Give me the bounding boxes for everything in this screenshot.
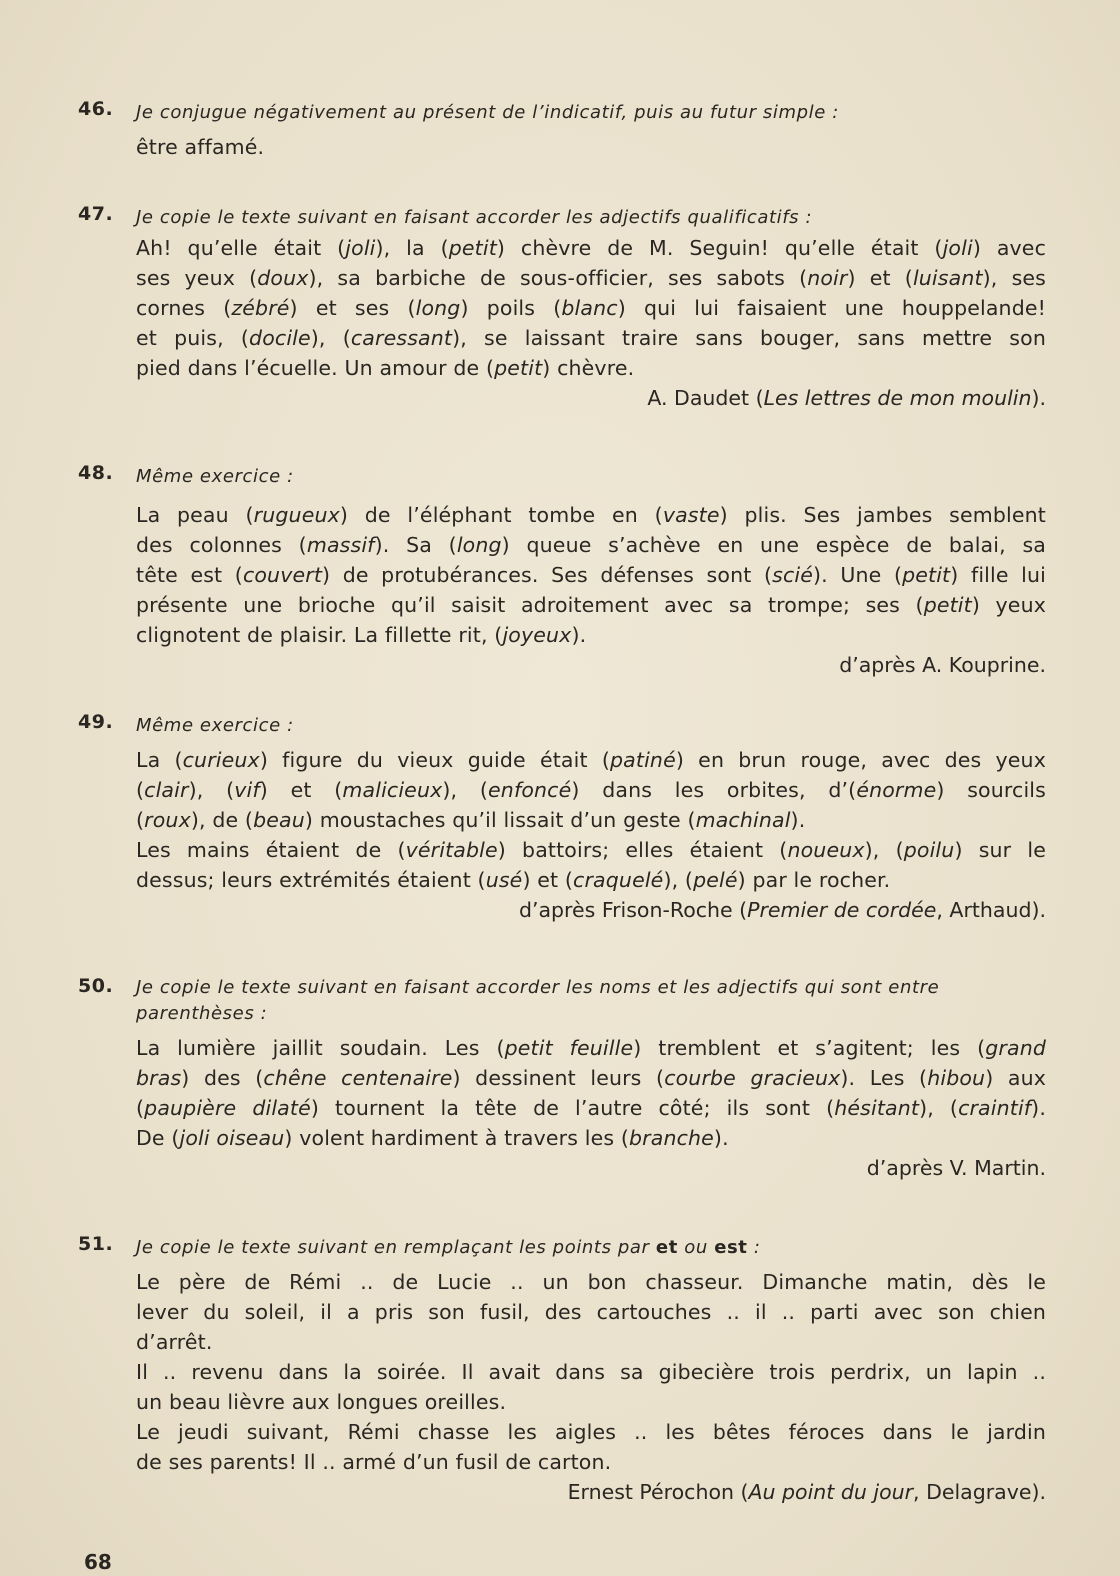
exercise-source: d’après V. Martin. [866,1156,1046,1180]
exercise-number: 47. [78,203,114,225]
exercise-number: 49. [78,711,114,733]
exercise-49 [78,711,1046,925]
exercise-instruction: Je copie le texte suivant en faisant accorder les noms et les adjectifs qui sont entre parenthèses : [136,977,940,1024]
exercise-instruction: Même exercice : [136,715,294,736]
page-number: 68 [84,1550,112,1574]
exercise-47 [78,203,1046,413]
exercise-instruction: Je conjugue négativement au présent de l’indicatif, puis au futur simple : [136,102,839,123]
exercise-source: Ernest Pérochon (Au point du jour, Delagrave). [567,1480,1046,1504]
exercise-text: être affamé. [136,135,265,159]
exercise-source: d’après Frison-Roche (Premier de cordée, Arthaud). [518,898,1046,922]
exercise-48 [78,462,1046,680]
exercise-instruction: Je copie le texte suivant en remplaçant les points par et ou est : [136,1237,761,1258]
exercise-text: La (curieux) figure du vieux guide était (patiné) en brun rouge, avec des yeux (clair), (vif) et (malicieux), (enfoncé) dans les orbites, d’(énorme) sourcils (roux), de (beau) moustaches qu’il lissait d’un geste (machinal). Les mains étaient de (véritable) battoirs; elles étaient (noueux), (poilu) sur le dessus; leurs extrémités étaient (usé) et (craquelé), (pelé) par le rocher. [136,748,1046,892]
exercise-46 [78,98,1046,162]
exercise-instruction: Je copie le texte suivant en faisant accorder les adjectifs qualificatifs : [136,207,813,228]
exercise-text: La lumière jaillit soudain. Les (petit feuille) tremblent et s’agitent; les (grand bras) des (chêne centenaire) dessinent leurs (courbe gracieux). Les (hibou) aux (paupière dilaté) tournent la tête de l’autre côté; ils sont (hésitant), (craintif). De (joli oiseau) volent hardiment à travers les (branche). [136,1036,1047,1150]
exercise-text: Ah! qu’elle était (joli), la (petit) chèvre de M. Seguin! qu’elle était (joli) avec ses yeux (doux), sa barbiche de sous-officier, ses sabots (noir) et (luisant), ses cornes (zébré) et ses (long) poils (blanc) qui lui faisaient une houppelande! et puis, (docile), (caressant), se laissant traire sans bouger, sans mettre son pied dans l’écuelle. Un amour de (petit) chèvre. [136,236,1046,380]
exercise-source: d’après A. Kouprine. [839,653,1046,677]
exercise-50 [78,975,1046,1183]
exercise-text: Le père de Rémi .. de Lucie .. un bon chasseur. Dimanche matin, dès le lever du soleil, il a pris son fusil, des cartouches .. il .. parti avec son chien d’arrêt. Il .. revenu dans la soirée. Il avait dans sa gibecière trois perdrix, un lapin .. un beau lièvre aux longues oreilles. Le jeudi suivant, Rémi chasse les aigles .. les bêtes féroces dans le jardin de ses parents! Il .. armé d’un fusil de carton. [136,1270,1046,1474]
exercise-number: 46. [78,98,114,120]
exercise-instruction: Même exercice : [136,466,294,487]
exercise-source: A. Daudet (Les lettres de mon moulin). [647,386,1046,410]
exercise-number: 50. [78,975,114,997]
exercise-number: 48. [78,462,114,484]
exercise-text: La peau (rugueux) de l’éléphant tombe en (vaste) plis. Ses jambes semblent des colonnes (massif). Sa (long) queue s’achève en une espèce de balai, sa tête est (couvert) de protubérances. Ses défenses sont (scié). Une (petit) fille lui présente une brioche qu’il saisit adroitement avec sa trompe; ses (petit) yeux clignotent de plaisir. La fillette rit, (joyeux). [136,503,1047,647]
exercise-number: 51. [78,1233,114,1255]
exercise-51 [78,1233,1046,1507]
